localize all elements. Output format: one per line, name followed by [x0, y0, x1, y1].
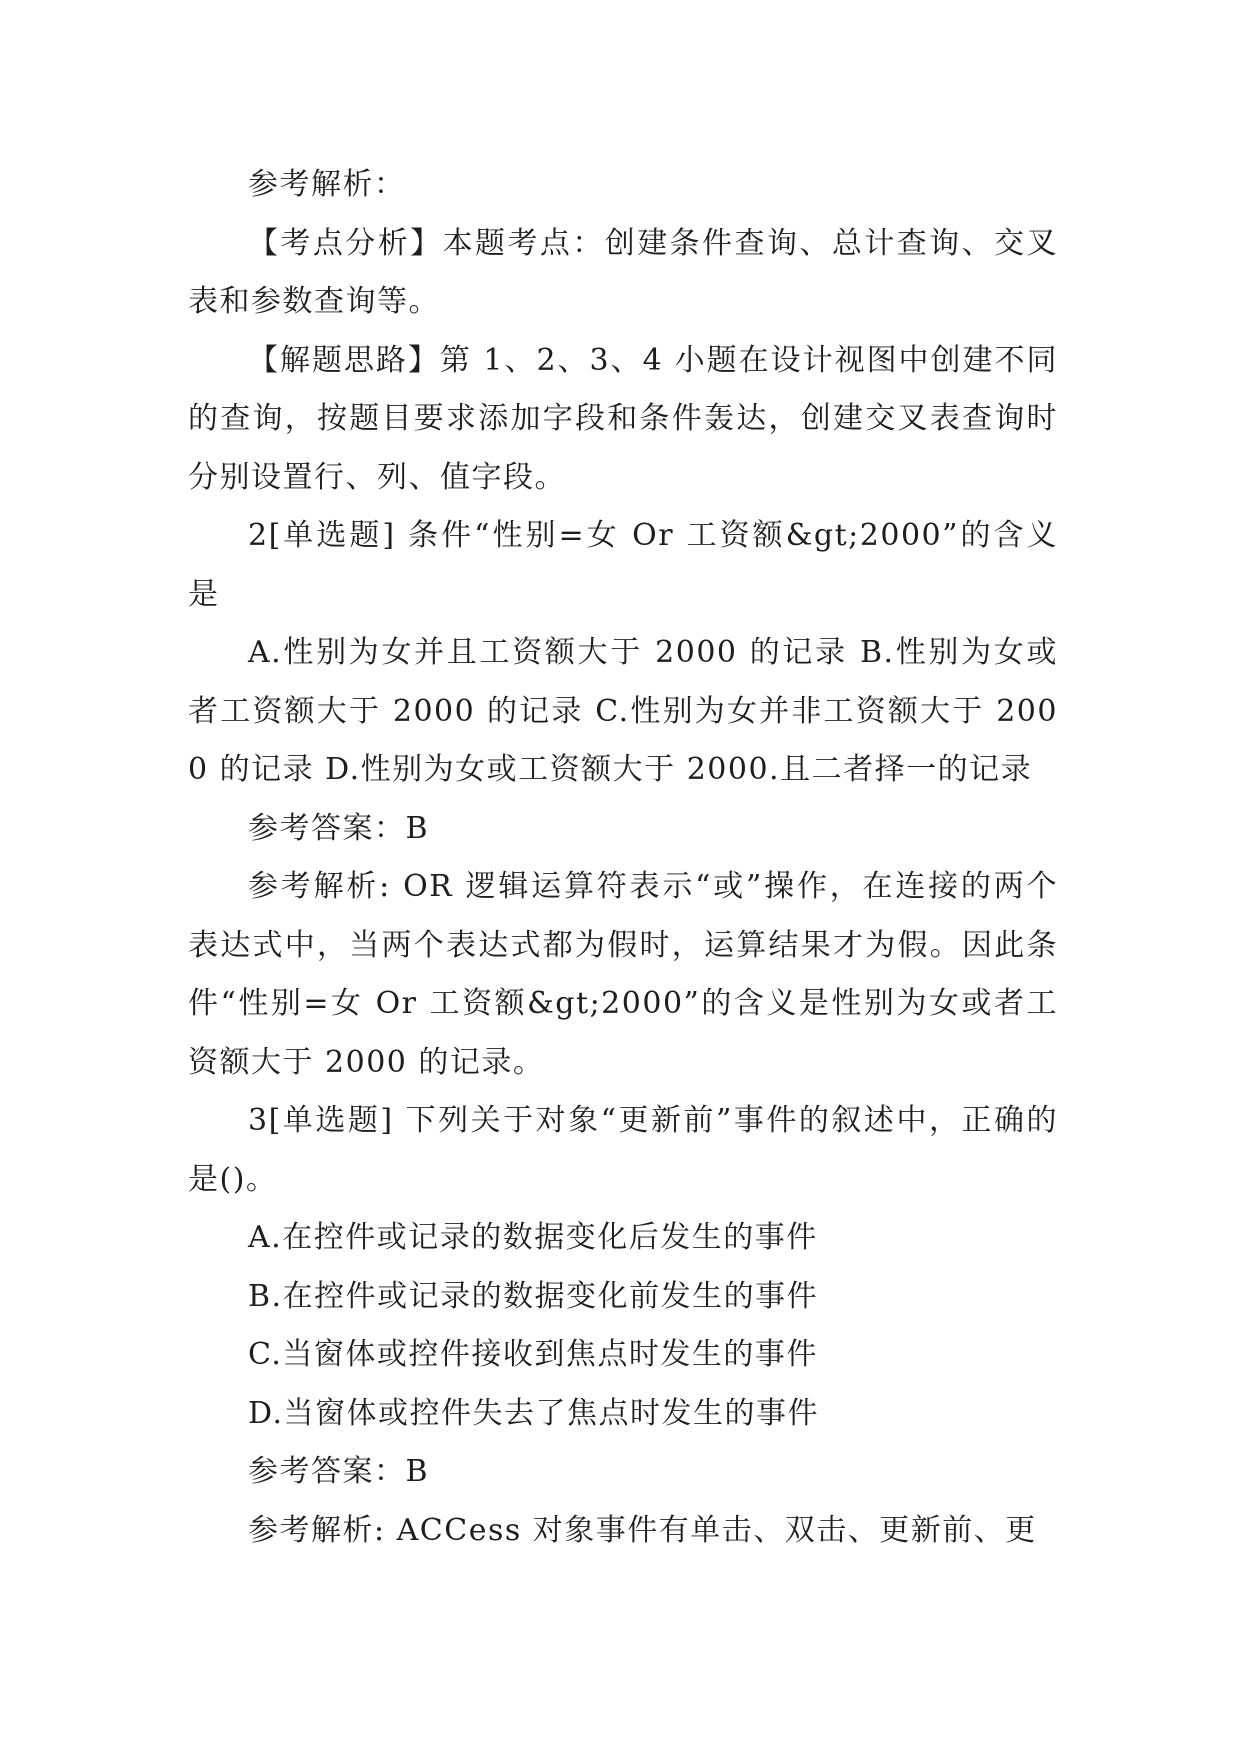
paragraph-question-3-option-c: C.当窗体或控件接收到焦点时发生的事件 [248, 1337, 818, 1372]
paragraph-question-3-option-d: D.当窗体或控件失去了焦点时发生的事件 [248, 1395, 820, 1431]
paragraph-analysis-heading: 参考解析： [248, 167, 406, 202]
paragraph-question-3-answer: 参考答案：B [248, 1454, 430, 1489]
paragraph-question-2-options: A.性别为女并且工资额大于 2000 的记录 B.性别为女或者工资额大于 2000 的记录 C.性别为女并非工资额大于 2000 的记录 D.性别为女或工资额大于 2000.且二者择一的记录 [188, 635, 1058, 787]
paragraph-key-points: 【考点分析】本题考点：创建条件查询、总计查询、交叉表和参数查询等。 [188, 225, 1058, 319]
paragraph-question-2: 2[单选题] 条件“性别=女 Or 工资额&gt;2000”的含义是 [188, 518, 1058, 612]
paragraph-question-2-answer: 参考答案：B [248, 810, 430, 846]
paragraph-question-3-option-a: A.在控件或记录的数据变化后发生的事件 [248, 1220, 818, 1255]
paragraph-question-3-option-b: B.在控件或记录的数据变化前发生的事件 [248, 1278, 819, 1314]
paragraph-question-3-analysis: 参考解析: ACCess 对象事件有单击、双击、更新前、更 [248, 1512, 1037, 1548]
document-body [188, 156, 1058, 1560]
paragraph-solution-approach: 【解题思路】第 1、2、3、4 小题在设计视图中创建不同的查询，按题目要求添加字段和条件轰达，创建交叉表查询时分别设置行、列、值字段。 [188, 342, 1058, 495]
paragraph-question-3: 3[单选题] 下列关于对象“更新前”事件的叙述中，正确的是()。 [188, 1103, 1058, 1197]
paragraph-question-2-analysis: 参考解析: OR 逻辑运算符表示“或”操作，在连接的两个表达式中，当两个表达式都为假时，运算结果才为假。因此条件“性别=女 Or 工资额&gt;2000”的含义是性别为女或者工资额大于 2000 的记录。 [188, 869, 1058, 1080]
